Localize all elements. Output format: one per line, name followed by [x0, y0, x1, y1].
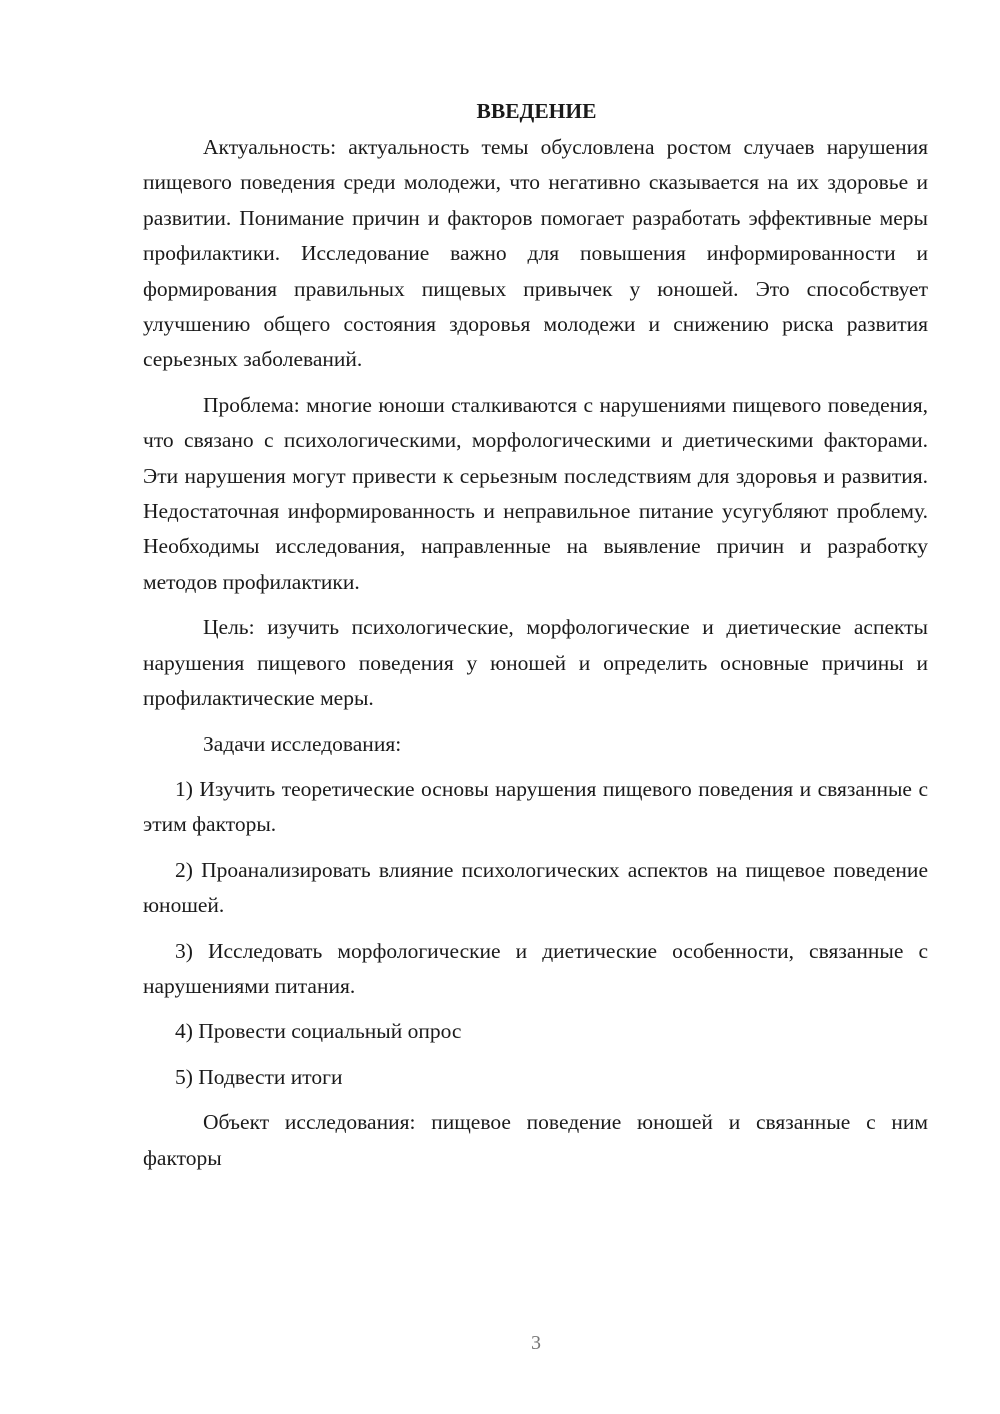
- problem-paragraph: Проблема: многие юноши сталкиваются с нарушениями пищевого поведения, что связано с психологическими, морфологическими и диетическими факторами. Эти нарушения могут привести к серьезным последствиям для здоровья и развития. Недостаточная информированность и неправильное питание усугубляют проблему. Необходимы исследования, направленные на выявление причин и разработку методов профилактики.: [143, 392, 928, 594]
- page-title: ВВЕДЕНИЕ: [476, 99, 597, 123]
- task-item-5: 5) Подвести итоги: [175, 1064, 343, 1089]
- tasks-heading: Задачи исследования:: [203, 731, 402, 756]
- task-item-1: 1) Изучить теоретические основы нарушения пищевого поведения и связанные с этим факторы.: [143, 776, 928, 837]
- goal-paragraph: Цель: изучить психологические, морфологические и диетические аспекты нарушения пищевого поведения у юношей и определить основные причины и профилактические меры.: [143, 615, 928, 711]
- object-paragraph: Объект исследования: пищевое поведение юношей и связанные с ним факторы: [143, 1110, 928, 1170]
- page-number: 3: [531, 1332, 541, 1354]
- document-page: [143, 96, 928, 1186]
- task-item-3: 3) Исследовать морфологические и диетические особенности, связанные с нарушениями питания.: [143, 938, 928, 998]
- relevance-paragraph: Актуальность: актуальность темы обусловлена ростом случаев нарушения пищевого поведения среди молодежи, что негативно сказывается на их здоровье и развитии. Понимание причин и факторов помогает разработать эффективные меры профилактики. Исследование важно для повышения информированности и формирования правильных пищевых привычек у юношей. Это способствует улучшению общего состояния здоровья молодежи и снижению риска развития серьезных заболеваний.: [143, 135, 928, 372]
- task-item-4: 4) Провести социальный опрос: [175, 1019, 462, 1044]
- task-item-2: 2) Проанализировать влияние психологических аспектов на пищевое поведение юношей.: [143, 857, 928, 918]
